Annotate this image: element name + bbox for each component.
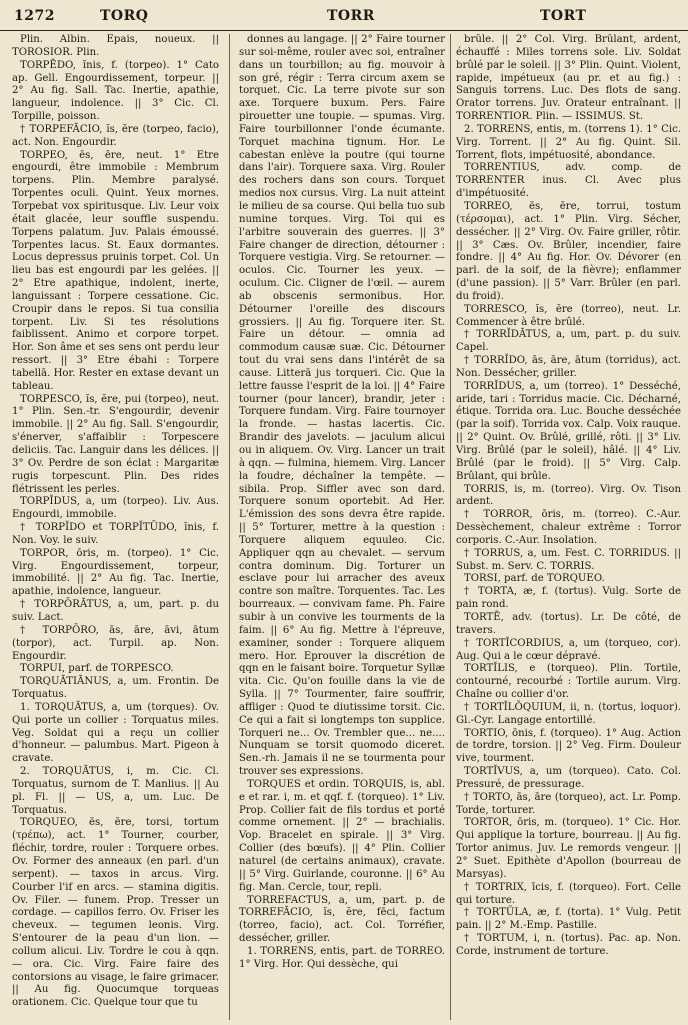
dictionary-entry: TORPEO, ēs, ēre, neut. 1° Etre engourdi, être immobile : Membrum torpens. Plin. Membre paralysé. Torpentes oculi. Quint. Yeux mornes. Torpebat vox spiritusque. Liv. Leur voix était glacée, leur souffle suspendu. Torpens palatum. Juv. Palais émoussé. Torpentes lacus. St. Eaux dormantes. Locus depressus pruinis torpet. Col. Un lieu bas est engourdi par les gelées. || 2° Etre apathique, indolent, inerte, languissant : Torpere cessatione. Cic. Croupir dans le repos. Si tua consilia torpent. Liv. Si tes résolutions faiblissent. Animo et corpore torpet. Hor. Son âme et ses sens ont perdu leur ressort. || 3° Etre ébahi : Torpere tabellā. Hor. Rester en extase devant un tableau. xyxy=(12,149,219,392)
dictionary-entry: TORSI, parf. de TORQUEO. xyxy=(464,573,605,585)
column-2 xyxy=(239,34,445,1022)
dictionary-entry: † TORRĬDĀTUS, a, um, part. p. du suiv. Capel. xyxy=(456,329,681,354)
dictionary-entry: TORRENTIUS, adv. comp. de TORRENTER inus. Cl. Avec plus d'impétuosité. xyxy=(456,162,681,200)
dictionary-entry: TORRĬDUS, a, um (torreo). 1° Desséché, aride, tari : Torridus macie. Cic. Décharné, étique. Torrida ora. Luc. Bouche desséchée (par la soif). Torrida vox. Calp. Voix rauque. || 2° Quint. Ov. Brûlé, grillé, rôti. || 3° Liv. Virg. Brûlé (par le soleil), hâlé. || 4° Liv. Brûlé (par le froid). || 5° Virg. Calp. Brûlant, qui brûle. xyxy=(456,380,681,482)
dictionary-entry: TORQUĀTIĀNUS, a, um. Frontin. De Torquatus. xyxy=(12,676,219,701)
dictionary-entry: TORRESCO, ĭs, ĕre (torreo), neut. Lr. Commencer à être brûlé. xyxy=(456,303,681,328)
column-1 xyxy=(12,34,219,1022)
dictionary-entry: TORTĬLIS, e (torqueo). Plin. Tortile, contourné, recourbé : Tortile aurum. Virg. Chaîne ou collier d'or. xyxy=(456,663,681,701)
dictionary-entry: † TORPEFĀCIO, ĭs, ĕre (torpeo, facio), act. Non. Engourdir. xyxy=(12,123,219,148)
page-header xyxy=(0,0,688,31)
guide-word-left: TORQ xyxy=(100,8,149,24)
dictionary-entry: brûle. || 2° Col. Virg. Brûlant, ardent, échauffé : Miles torrens sole. Liv. Soldat brûlé par le soleil. || 3° Plin. Quint. Violent, rapide, impétueux (au pr. et au fig.) : Sanguis torrens. Luc. Des flots de sang. Orator torrens. Juv. Orateur entraînant. || TORRENTIOR. Plin. — ISSIMUS. St. xyxy=(456,34,681,123)
dictionary-entry: TORPĒDO, ĭnis, f. (torpeo). 1° Cato ap. Gell. Engourdissement, torpeur. || 2° Au fig. Sall. Tac. Inertie, apathie, langueur, indolence. || 3° Cic. Cl. Torpille, poisson. xyxy=(12,59,219,123)
column-divider xyxy=(229,34,230,1020)
dictionary-entry: TORQUEO, ēs, ēre, torsi, tortum (τρέπω), act. 1° Tourner, courber, fléchir, tordre, rouler : Torquere orbes. Ov. Former des anneaux (en parl. d'un serpent). — taxos in arcus. Virg. Courber l'if en arcs. — stamina digitis. Ov. Filer. — funem. Prop. Tresser un cordage. — capillos ferro. Ov. Friser les cheveux. — tegumen leonis. Virg. S'entourer de la peau d'un lion. — collum alicui. Liv. Tordre le cou à qqn. — ora. Cic. Virg. Faire faire des contorsions au visage, le faire grimacer. || Au fig. Quocumque torqueas orationem. Cic. Quelque tour que tu xyxy=(12,817,219,1009)
dictionary-entry: † TORPŌRĀTUS, a, um, part. p. du suiv. Lact. xyxy=(12,599,219,623)
dictionary-entry: 2. TORRENS, entis, m. (torrens 1). 1° Cic. Virg. Torrent. || 2° Au fig. Quint. Sil. Torrent, flots, impétuosité, abondance. xyxy=(456,123,681,161)
dictionary-entry: † TORPŌRO, ās, āre, āvi, ātum (torpor), act. Turpil. ap. Non. Engourdir. xyxy=(12,624,219,662)
dictionary-entry: † TORTĬLŎQUIUM, ii, n. (tortus, loquor). Gl.-Cyr. Langage entortillé. xyxy=(456,701,681,726)
guide-word-right: TORT xyxy=(540,8,587,24)
dictionary-entry: † TORTO, ās, āre (torqueo), act. Lr. Pomp. Torde, torturer. xyxy=(456,791,681,816)
dictionary-entry: TORTOR, ōris, m. (torqueo). 1° Cic. Hor. Qui applique la torture, bourreau. || Au fig. Tortor animus. Juv. Le remords vengeur. || 2° Suet. Epithète d'Apollon (bourreau de Marsyas). xyxy=(456,817,681,880)
dictionary-entry: TORQUES et ordin. TORQUIS, is, abl. e et rar. i, m. et qqf. f. (torqueo). 1° Liv. Prop. Collier fait de fils tordus et porté comme ornement. || 2° — brachialis. Vop. Bracelet en spirale. || 3° Virg. Collier (des bœufs). || 4° Plin. Collier naturel (de certains animaux), cravate. || 5° Virg. Guirlande, couronne. || 6° Au fig. Man. Cercle, tour, repli. xyxy=(239,778,445,893)
dictionary-entry: TORREO, ēs, ēre, torrui, tostum (τέρσομαι), act. 1° Plin. Virg. Sécher, dessécher. || 2° Virg. Ov. Faire griller, rôtir. || 3° Cæs. Ov. Brûler, incendier, faire fondre. || 4° Au fig. Hor. Ov. Dévorer (en parl. de la soif, de la fièvre); enflammer (d'une passion). || 5° Varr. Brûler (en parl. du froid). xyxy=(456,200,681,302)
dictionary-entry: † TORTUM, i, n. (tortus). Pac. ap. Non. Corde, instrument de torture. xyxy=(456,933,681,957)
dictionary-entry: TORPĬDUS, a, um (torpeo). Liv. Aus. Engourdi, immobile. xyxy=(12,496,219,521)
dictionary-entry: TORPESCO, ĭs, ĕre, pui (torpeo), neut. 1° Plin. Sen.-tr. S'engourdir, devenir immobile. || 2° Au fig. Sall. S'engourdir, s'énerver, s'affaiblir : Torpescere deliciis. Tac. Languir dans les délices. || 3° Ov. Perdre de son éclat : Margaritæ rugis torpescunt. Plin. Des rides flétrissent les perles. xyxy=(12,393,219,495)
dictionary-entry: TORTIO, ōnis, f. (torqueo). 1° Aug. Action de tordre, torsion. || 2° Veg. Firm. Douleur vive, tourment. xyxy=(456,727,681,765)
dictionary-entry: † TORTĬCORDIUS, a, um (torqueo, cor). Aug. Qui a le cœur dépravé. xyxy=(456,637,681,662)
dictionary-entry: donnes au langage. || 2° Faire tourner sur soi-même, rouler avec soi, entraîner dans un tourbillon; au fig. mouvoir à son gré, régir : Terra circum axem se torquet. Cic. La terre pivote sur son axe. Torquere buxum. Pers. Faire pirouetter une toupie. — spumas. Virg. Faire tourbillonner l'onde écumante. Torquet machina tignum. Hor. Le cabestan enlève la poutre (qui tourne dans l'air). Torquere saxa. Virg. Rouler des rochers dans son cours. Torquet medios nox cursus. Virg. La nuit atteint le milieu de sa course. Qui bella tuo sub numine torques. Virg. Toi qui es l'arbitre souverain des guerres. || 3° Faire changer de direction, détourner : Torquere vestigia. Virg. Se retourner. — oculos. Cic. Tourner les yeux. — oculum. Cic. Cligner de l'œil. — aurem ab obscenis sermonibus. Hor. Détourner l'oreille des discours grossiers. || Au fig. Torquere iter. St. Faire un détour. — omnia ad commodum causæ suæ. Cic. Détourner tout du vrai sens dans l'intérêt de sa cause. Litterā jus torqueri. Cic. Que la lettre fausse l'esprit de la loi. || 4° Faire tourner (pour lancer), brandir, jeter : Torquere fundam. Virg. Faire tournoyer la fronde. — hastas lacertis. Cic. Brandir des javelots. — jaculum alicui ou in aliquem. Ov. Virg. Lancer un trait à qqn. — fulmina, hiemem. Virg. Lancer la foudre, déchaîner la tempête. — sibila. Prop. Siffler avec son dard. Torquere sonum oportebit. Ad Her. L'émission des sons devra être rapide. || 5° Torturer, mettre à la question : Torquere aliquem equuleo. Cic. Appliquer qqn au chevalet. — servum contra dominum. Dig. Torturer un esclave pour lui arracher des aveux contre son maître. Torquentes. Tac. Les bourreaux. — convivam fame. Ph. Faire subir à un convive les tourments de la faim. || 6° Au fig. Mettre à l'épreuve, examiner, sonder : Torquere aliquem mero. Hor. Eprouver la discrétion de qqn en le faisant boire. Torquetur Syllæ vita. Cic. Qu'on fouille dans la vie de Sylla. || 7° Tourmenter, faire souffrir, affliger : Quod te diutissime torsit. Cic. Ce qui a fait si longtemps ton supplice. Torqueri ne... Ov. Trembler que... ne.... Nunquam se torsit quomodo diceret. Sen.-rh. Jamais il ne se tourmenta pour trouver ses expressions. xyxy=(239,34,445,778)
dictionary-entry: 2. TORQUĀTUS, i, m. Cic. Cl. Torquatus, surnom de T. Manlius. || Au pl. Fl. || — US, a, um. Luc. De Torquatus. xyxy=(12,766,219,816)
dictionary-entry: TORTĬVUS, a, um (torqueo). Cato. Col. Pressuré, de pressurage. xyxy=(456,766,681,790)
dictionary-entry: TORRIS, is, m. (torreo). Virg. Ov. Tison ardent. xyxy=(456,483,681,508)
dictionary-entry: † TORTŬLA, æ, f. (torta). 1° Vulg. Petit pain. || 2° M.-Emp. Pastille. xyxy=(456,907,681,932)
column-3 xyxy=(456,34,681,1022)
dictionary-entry: 1. TORRENS, entis, part. de TORREO. 1° Virg. Hor. Qui dessèche, qui xyxy=(239,945,445,970)
dictionary-entry: † TORTRIX, īcis, f. (torqueo). Fort. Celle qui torture. xyxy=(456,881,681,906)
column-divider xyxy=(450,34,451,1020)
page-number: 1272 xyxy=(14,8,55,24)
dictionary-entry: † TORTA, æ, f. (tortus). Vulg. Sorte de pain rond. xyxy=(456,586,681,611)
dictionary-entry: † TORROR, ōris, m. (torreo). C.-Aur. Dessèchement, chaleur extrême : Torror corporis. C.-Aur. Insolation. xyxy=(456,509,681,546)
dictionary-entry: TORPOR, ōris, m. (torpeo). 1° Cic. Virg. Engourdissement, torpeur, immobilité. || 2° Au fig. Tac. Inertie, apathie, indolence, langueur. xyxy=(12,547,219,598)
guide-word-center: TORR xyxy=(327,8,375,24)
dictionary-entry: TORREFACTUS, a, um, part. p. de TORREFĀCIO, ĭs, ĕre, fēci, factum (torreo, facio), act. Col. Torréfier, dessécher, griller. xyxy=(239,894,445,945)
dictionary-entry: Plin. Albin. Epais, noueux. || TOROSIOR. Plin. xyxy=(12,34,219,58)
dictionary-entry: † TORRUS, a, um. Fest. C. TORRIDUS. || Subst. m. Serv. C. TORRIS. xyxy=(456,547,681,572)
dictionary-entry: † TORRĬDO, ās, āre, ātum (torridus), act. Non. Dessécher, griller. xyxy=(456,355,681,379)
dictionary-entry: 1. TORQUĀTUS, a, um (torques). Ov. Qui porte un collier : Torquatus miles. Veg. Soldat qui a reçu un collier d'honneur. — palumbus. Mart. Pigeon à cravate. xyxy=(12,701,219,765)
dictionary-entry: † TORPĬDO et TORPĬTŪDO, ĭnis, f. Non. Voy. le suiv. xyxy=(12,522,219,546)
dictionary-entry: TORTĒ, adv. (tortus). Lr. De côté, de travers. xyxy=(456,611,681,636)
dictionary-entry: TORPUI, parf. de TORPESCO. xyxy=(20,663,174,675)
